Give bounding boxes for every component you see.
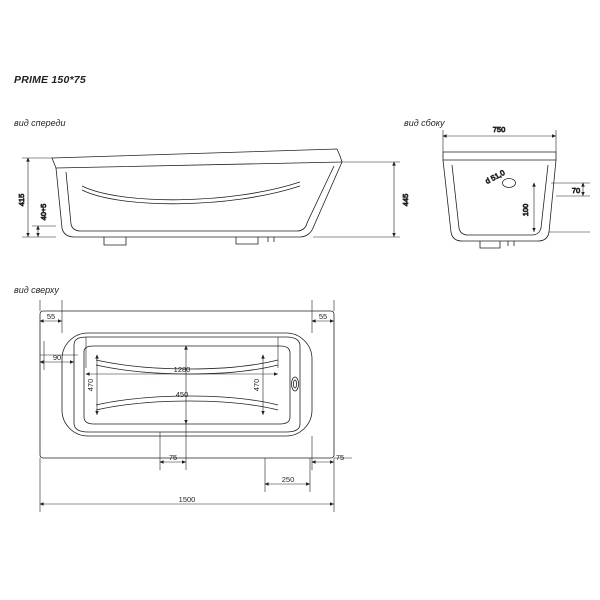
dim-side-offset: 70 [571,186,581,195]
dim-top-bottom-right: 75 [335,453,345,462]
dim-top-bottom-left: 75 [168,453,178,462]
side-dim-right [534,183,590,232]
dim-side-drain: d 51,0 [483,168,507,186]
front-view-outline [52,149,342,245]
dim-front-height-total: 415 [17,193,26,207]
side-view-outline [443,152,556,248]
view-label-front: вид спереди [14,118,66,128]
dim-top-inner-width-mid: 450 [175,390,189,399]
dim-side-depth: 100 [521,203,530,217]
top-dimensions [40,300,352,512]
dim-top-inner-width-right: 470 [252,378,261,392]
dim-top-inner-length: 1280 [173,365,191,374]
dim-top-right-margin: 55 [318,312,328,321]
page-title: PRIME 150*75 [14,74,86,86]
front-dim-right [313,162,400,237]
view-label-top: вид сверху [14,285,59,295]
dim-top-foot-offset: 250 [281,475,295,484]
dim-front-foot: 40÷5 [39,203,48,221]
dim-side-width: 750 [492,125,506,134]
dim-front-height-right: 445 [401,193,410,207]
dim-top-inner-width-left: 470 [86,378,95,392]
dim-top-left-margin: 55 [46,312,56,321]
top-view-outline [40,311,334,458]
view-label-side: вид сбоку [404,118,445,128]
dim-top-left-inner: 90 [52,353,62,362]
front-dim-left [22,158,56,237]
dim-top-total-length: 1500 [178,495,196,504]
